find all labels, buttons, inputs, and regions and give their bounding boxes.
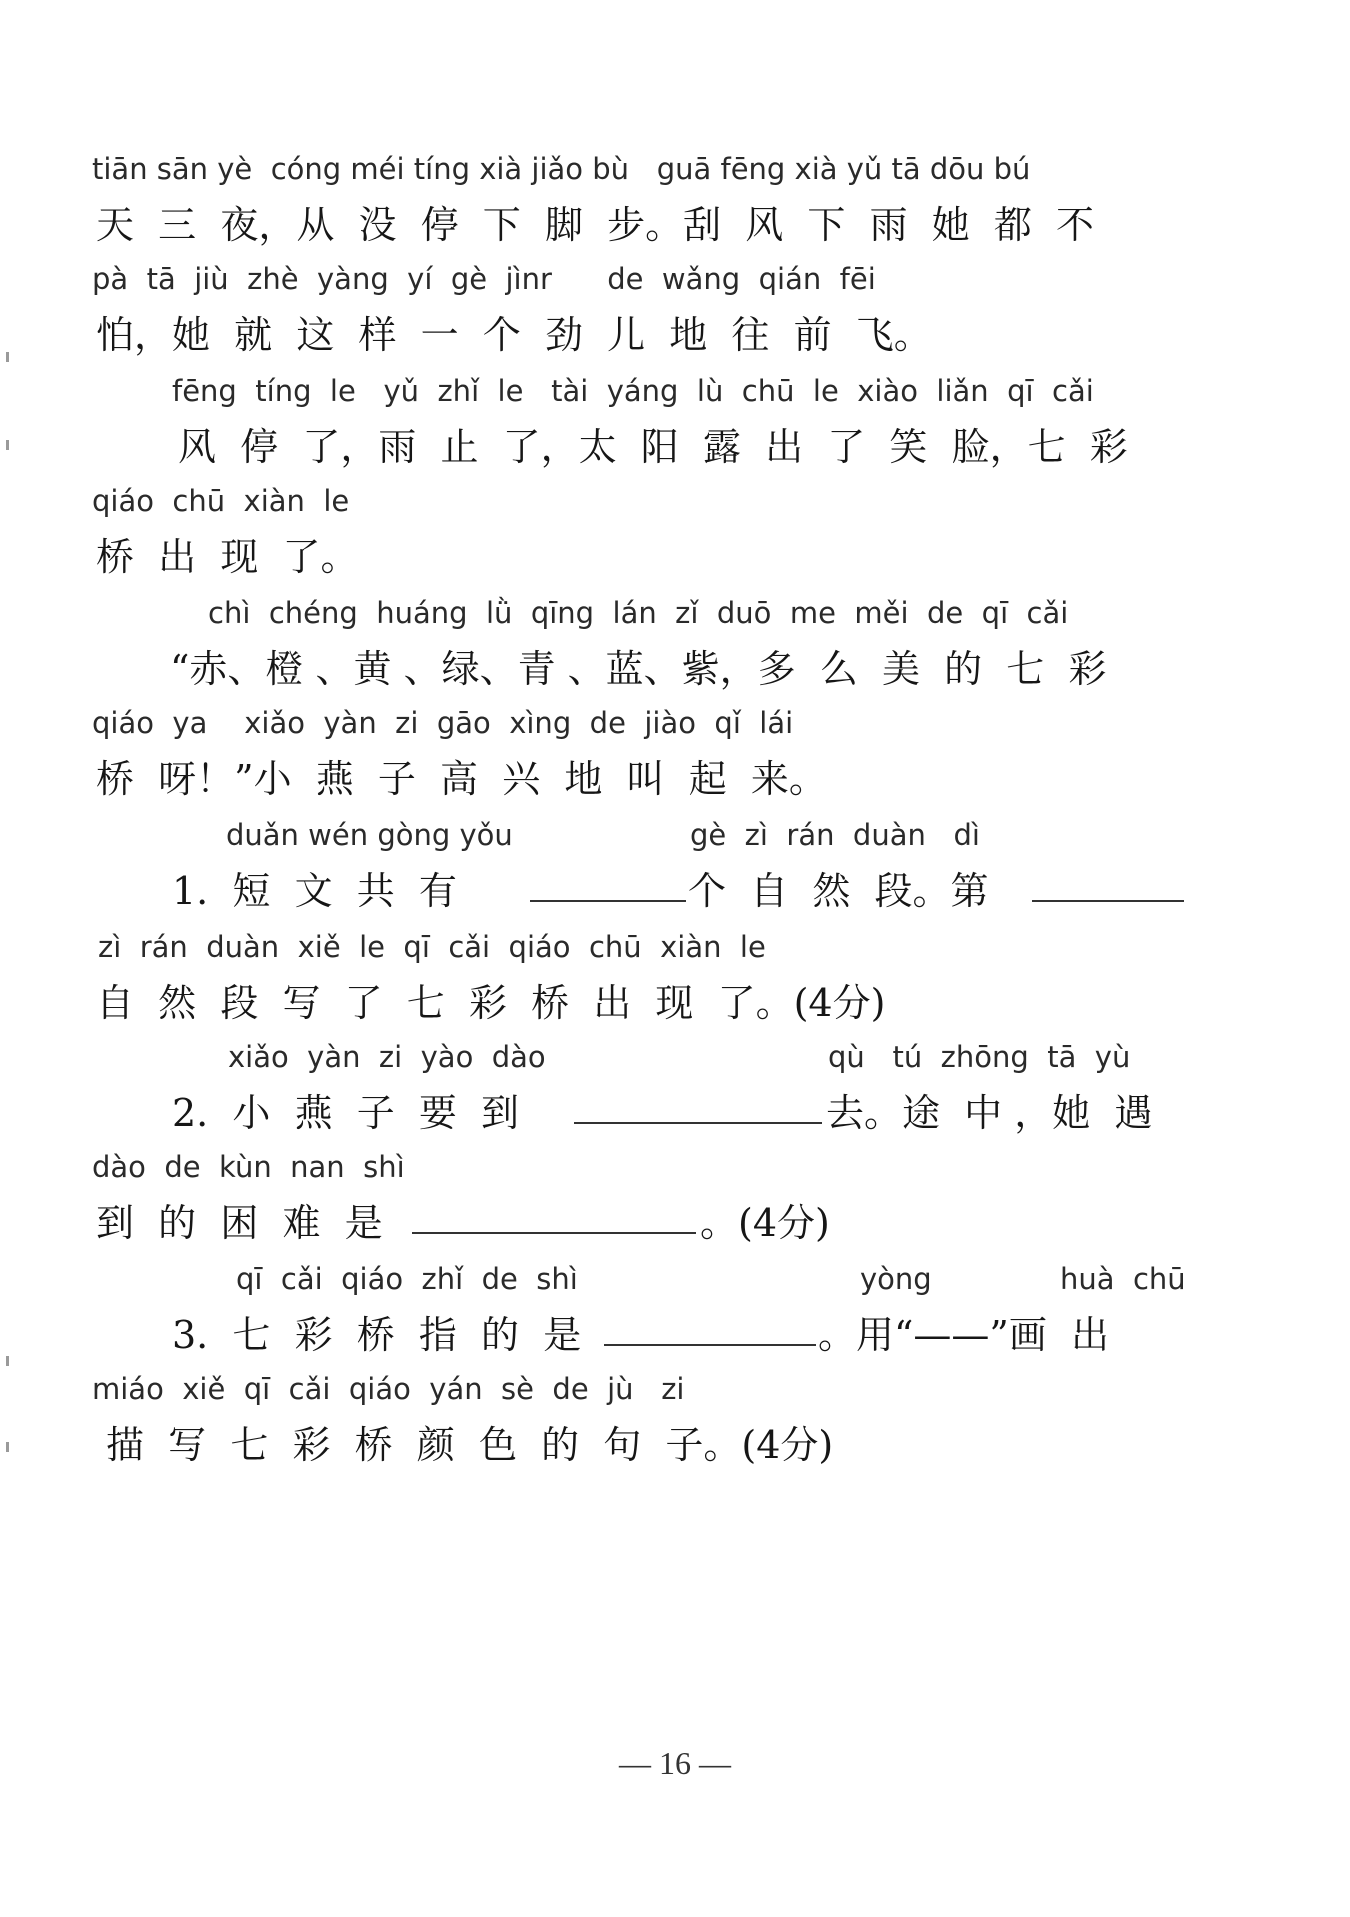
q3-answer-blank[interactable] [604, 1344, 816, 1346]
passage-line-5-hanzi: “赤、橙 、黄 、绿、青 、蓝、紫，多 么 美 的 七 彩 [170, 647, 1107, 691]
q1-hanzi-b: 个 自 然 段。第 [688, 869, 989, 913]
q3-pinyin-cont: miáo xiě qī cǎi qiáo yán sè de jù zi [92, 1372, 685, 1406]
q2-pinyin-cont: dào de kùn nan shì [92, 1150, 405, 1184]
q3-hanzi-a: 3. 七 彩 桥 指 的 是 [172, 1313, 582, 1357]
q1-hanzi-a: 1. 短 文 共 有 [172, 869, 457, 913]
q3-hanzi-b: 。用“——”画 出 [818, 1313, 1110, 1357]
q2-hanzi-a: 2. 小 燕 子 要 到 [172, 1091, 520, 1135]
passage-line-6-hanzi: 桥 呀！”小 燕 子 高 兴 地 叫 起 来。 [96, 757, 827, 801]
q1-pinyin-cont: zì rán duàn xiě le qī cǎi qiáo chū xiàn le [98, 930, 766, 964]
passage-line-4-pinyin: qiáo chū xiàn le [92, 484, 350, 518]
passage-line-6-pinyin: qiáo ya xiǎo yàn zi gāo xìng de jiào qǐ lái [92, 706, 794, 740]
q2-pinyin-a: xiǎo yàn zi yào dào [228, 1040, 546, 1074]
q1-hanzi-cont: 自 然 段 写 了 七 彩 桥 出 现 了。(4分) [96, 981, 886, 1025]
q1-pinyin-a: duǎn wén gòng yǒu [226, 818, 513, 852]
q2-answer-blank-2[interactable] [412, 1232, 696, 1234]
q2-hanzi-b: 去。途 中 ，她 遇 [826, 1091, 1153, 1135]
scan-mark [6, 352, 9, 362]
passage-line-2-pinyin: pà tā jiù zhè yàng yí gè jìnr de wǎng qián fēi [92, 262, 876, 296]
passage-line-4-hanzi: 桥 出 现 了。 [96, 535, 359, 579]
passage-line-5-pinyin: chì chéng huáng lǜ qīng lán zǐ duō me měi de qī cǎi [208, 596, 1069, 630]
scan-mark [6, 440, 9, 450]
passage-line-2-hanzi: 怕，她 就 这 样 一 个 劲 儿 地 往 前 飞。 [96, 313, 932, 357]
q1-answer-blank-1[interactable] [530, 900, 686, 902]
q3-pinyin-c: huà chū [1060, 1262, 1186, 1296]
q3-pinyin-a: qī cǎi qiáo zhǐ de shì [236, 1262, 578, 1296]
q2-pinyin-b: qù tú zhōng tā yù [828, 1040, 1131, 1074]
scan-mark [6, 1356, 9, 1366]
q2-hanzi-cont-b: 。(4分) [700, 1201, 830, 1245]
q3-hanzi-cont: 描 写 七 彩 桥 颜 色 的 句 子。(4分) [106, 1423, 834, 1467]
q2-hanzi-cont-a: 到 的 困 难 是 [96, 1201, 383, 1245]
passage-line-3-pinyin: fēng tíng le yǔ zhǐ le tài yáng lù chū le xiào liǎn qī cǎi [172, 374, 1094, 408]
page-number: — 16 — [619, 1745, 731, 1781]
passage-line-1-hanzi: 天 三 夜，从 没 停 下 脚 步。刮 风 下 雨 她 都 不 [96, 203, 1095, 247]
scan-mark [6, 1442, 9, 1452]
q1-pinyin-b: gè zì rán duàn dì [690, 818, 980, 852]
q1-answer-blank-2[interactable] [1032, 900, 1184, 902]
passage-line-3-hanzi: 风 停 了，雨 止 了，太 阳 露 出 了 笑 脸，七 彩 [178, 425, 1128, 469]
q2-answer-blank-1[interactable] [574, 1122, 822, 1124]
q3-pinyin-b: yòng [860, 1262, 932, 1296]
passage-line-1-pinyin: tiān sān yè cóng méi tíng xià jiǎo bù guā fēng xià yǔ tā dōu bú [92, 152, 1031, 186]
